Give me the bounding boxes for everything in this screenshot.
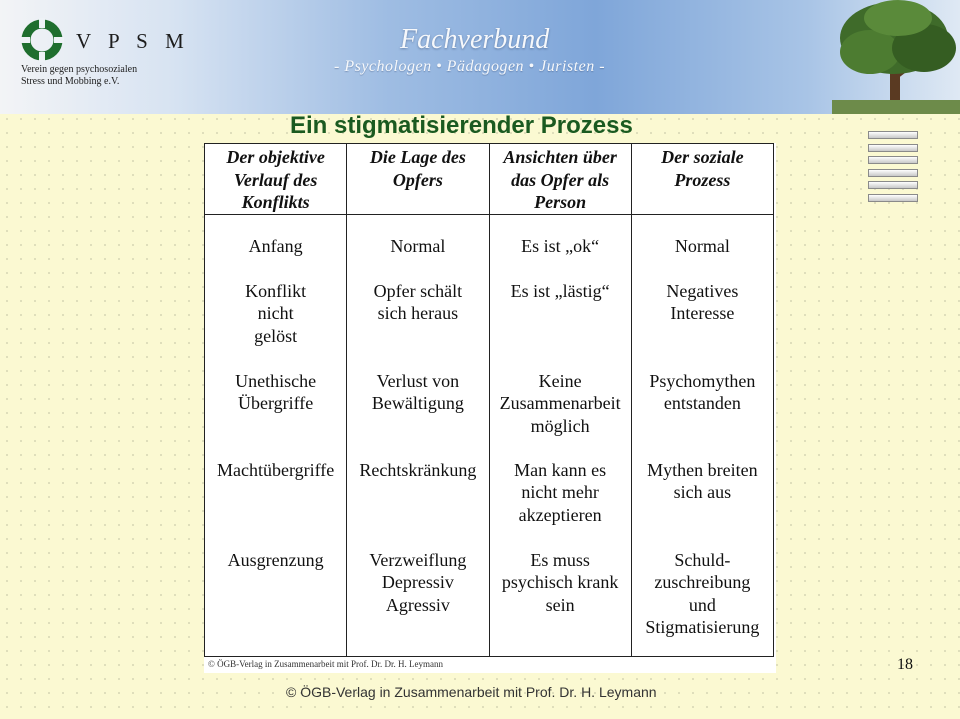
table-cell: Machtübergriffe bbox=[216, 459, 335, 480]
column-conflict-course bbox=[205, 214, 347, 657]
column-victim-situation bbox=[347, 214, 489, 657]
column-social-process bbox=[631, 214, 773, 657]
nav-bar[interactable] bbox=[868, 169, 918, 177]
table-cell: Unethische Übergriffe bbox=[235, 370, 317, 413]
table-cell: Verlust von Bewältigung bbox=[371, 370, 464, 413]
table-cell: Es ist „ok“ bbox=[521, 235, 600, 256]
column-header: Der objektive Verlauf des Konflikts bbox=[205, 144, 347, 215]
tree-image bbox=[832, 0, 960, 114]
table-cell: Opfer schält sich heraus bbox=[373, 280, 463, 323]
table-cell: Rechtskränkung bbox=[359, 459, 477, 480]
table-cell: Ausgrenzung bbox=[227, 549, 324, 570]
table-header-row bbox=[205, 144, 774, 215]
nav-bar[interactable] bbox=[868, 131, 918, 139]
table-cell: Konflikt nicht gelöst bbox=[245, 280, 307, 346]
table-cell: Man kann es nicht mehr akzeptieren bbox=[514, 459, 607, 525]
page-number: 18 bbox=[897, 656, 913, 673]
column-header: Der soziale Prozess bbox=[631, 144, 773, 215]
table-cell: Mythen breiten sich aus bbox=[647, 459, 758, 502]
table-cell: Normal bbox=[674, 235, 730, 256]
process-table bbox=[204, 143, 774, 657]
banner-subtitle: - Psychologen • Pädagogen • Juristen - bbox=[334, 58, 606, 75]
table-cell: Verzweiflung Depressiv Agressiv bbox=[369, 549, 467, 615]
nav-bar[interactable] bbox=[868, 144, 918, 152]
slide-navigation-stack-icon[interactable] bbox=[868, 131, 918, 206]
table-cell: Psychomythen entstanden bbox=[649, 370, 756, 413]
logo-subtitle: Verein gegen psychosozialen Stress und Mobbing e.V. bbox=[21, 64, 138, 87]
slide-title: Ein stigmatisierender Prozess bbox=[290, 112, 633, 139]
table-cell: Keine Zusammenarbeit möglich bbox=[499, 370, 621, 436]
nav-bar[interactable] bbox=[868, 181, 918, 189]
table-cell: Normal bbox=[390, 235, 446, 256]
table-credit: © ÖGB-Verlag in Zusammenarbeit mit Prof. Dr. Dr. H. Leymann bbox=[208, 659, 444, 669]
table-row bbox=[205, 214, 774, 657]
vpsm-logo-icon bbox=[20, 18, 64, 62]
table-cell: Es ist „lästig“ bbox=[510, 280, 610, 301]
logo-name: V P S M bbox=[76, 29, 190, 53]
nav-bar[interactable] bbox=[868, 156, 918, 164]
table-cell: Anfang bbox=[248, 235, 303, 256]
banner-title: Fachverbund bbox=[400, 24, 550, 55]
header-banner bbox=[0, 0, 960, 114]
column-header: Die Lage des Opfers bbox=[347, 144, 489, 215]
nav-bar[interactable] bbox=[868, 194, 918, 202]
column-views-on-victim bbox=[489, 214, 631, 657]
column-header: Ansichten über das Opfer als Person bbox=[489, 144, 631, 215]
footer-credit: © ÖGB-Verlag in Zusammenarbeit mit Prof. Dr. H. Leymann bbox=[286, 684, 657, 700]
table-cell: Schuld- zuschreibung und Stigmatisierung bbox=[645, 549, 760, 637]
process-table-image bbox=[204, 143, 776, 673]
table-cell: Es muss psychisch krank sein bbox=[501, 549, 619, 615]
table-cell: Negatives Interesse bbox=[666, 280, 739, 323]
